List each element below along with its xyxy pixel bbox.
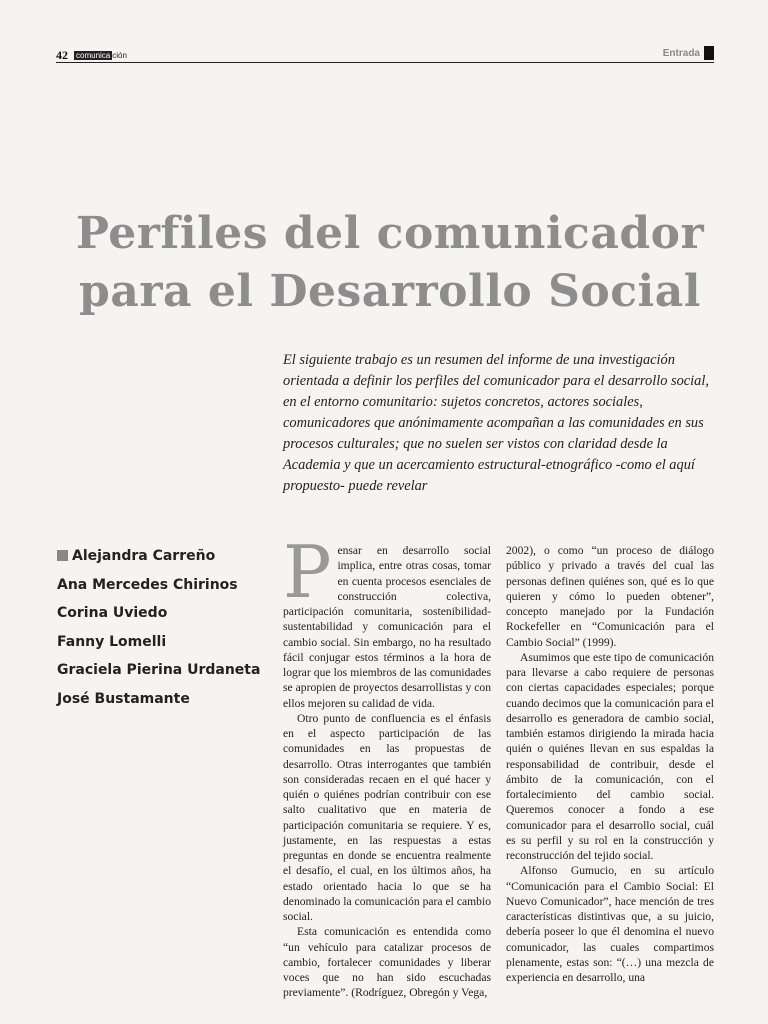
author-list bbox=[57, 542, 277, 713]
paragraph: 2002), o como “un proceso de diálogo público y privado a través del cual las personas definen quiénes son, qué es lo que quieren y cómo lo pueden obtener”, concepto manejado por la Fundación Rockefeller en “Comunicación para el Cambio Social” (1999). bbox=[506, 544, 714, 649]
author-name: Corina Uviedo bbox=[57, 605, 168, 621]
title-line-1: Perfiles del comunicador bbox=[75, 208, 705, 259]
brand-rest-text: ción bbox=[112, 51, 127, 60]
section-marker bbox=[704, 46, 714, 60]
page-header bbox=[56, 46, 714, 63]
author-name: José Bustamante bbox=[57, 690, 190, 707]
author-name: Alejandra Carreño bbox=[57, 542, 277, 571]
title-line-2: para el Desarrollo Social bbox=[79, 266, 701, 317]
author-name: Fanny Lomelli bbox=[57, 633, 167, 650]
author-name: Ana Mercedes Chirinos bbox=[57, 576, 238, 593]
author-marker bbox=[57, 550, 68, 561]
body-column-2 bbox=[506, 543, 714, 985]
author-name: Graciela Pierina Urdaneta bbox=[57, 662, 261, 678]
page-number: 42 bbox=[56, 48, 68, 62]
magazine-brand bbox=[74, 51, 127, 60]
paragraph: Esta comunicación es entendida como “un vehículo para catalizar procesos de cambio, fortalecer comunidades y liberar voces que no han sido escuchadas previamente”. (Rodríguez, Obregón y Vega, bbox=[283, 925, 491, 1000]
brand-boxed-text: comunica bbox=[76, 51, 111, 60]
article-title bbox=[60, 205, 720, 321]
drop-cap: P bbox=[283, 530, 332, 614]
paragraph: Asumimos que este tipo de comunicación para llevarse a cabo requiere de personas con ciertas capacidades especiales; porque cuando decimos que la comunicación para el desarrollo es generadora de cambio social, también estamos dirigiendo la mirada hacia quién o quiénes llevan en sus espaldas la responsabilidad de contribuir, desde el ámbito de la comunicación, con el fortalecimiento del cambio social. Queremos conocer a fondo a ese comunicador para el desarrollo social, cuál es su perfil y su rol en la construcción y reconstrucción del tejido social. bbox=[506, 650, 714, 862]
article-abstract: El siguiente trabajo es un resumen del informe de una investigación orientada a definir los perfiles del comunicador para el desarrollo social, en el entorno comunitario: sujetos concretos, actores sociales, comunicadores que anónimamente acompañan a las comunidades en sus procesos culturales; que no suelen ser vistos con claridad desde la Academia y que un acercamiento estructural-etnográfico -como el aquí propuesto- puede revelar bbox=[283, 352, 709, 494]
section-label: Entrada bbox=[662, 48, 700, 59]
paragraph: Otro punto de confluencia es el énfasis en el aspecto participación de las comunidades en las propuestas de desarrollo. Otras interrogantes que también son consideradas recaen en el qué hacer y quién o quiénes podrían contribuir con ese salto cualitativo que en materia de participación comunitaria se requiere. Y es, justamente, en las respuestas a estas preguntas en donde se encuentra realmente el desafío, el cual, en los últimos años, ha estado orientado hacia lo que se ha denominado la comunicación para el cambio social. bbox=[283, 711, 491, 923]
paragraph: ensar en desarrollo social implica, entre otras cosas, tomar en cuenta procesos esenciales de construcción colectiva, participación comunitaria, sostenibilidad-sustentabilidad y comunicación para el cambio social. Sin embargo, no ha resultado fácil conjugar estos términos a la hora de lograr que los miembros de las comunidades se apropien de proyectos desarrollistas y con ellos mejoren su calidad de vida. bbox=[283, 544, 491, 710]
paragraph: Alfonso Gumucio, en su artículo “Comunicación para el Cambio Social: El Nuevo Comunicador”, hace mención de tres características distintivas que, a su juicio, debería poseer lo que él denomina el nuevo comunicador, las cuales compartimos plenamente, estas son: “(…) una mezcla de experiencia en desarrollo, una bbox=[506, 864, 714, 984]
body-column-1 bbox=[283, 530, 491, 1001]
